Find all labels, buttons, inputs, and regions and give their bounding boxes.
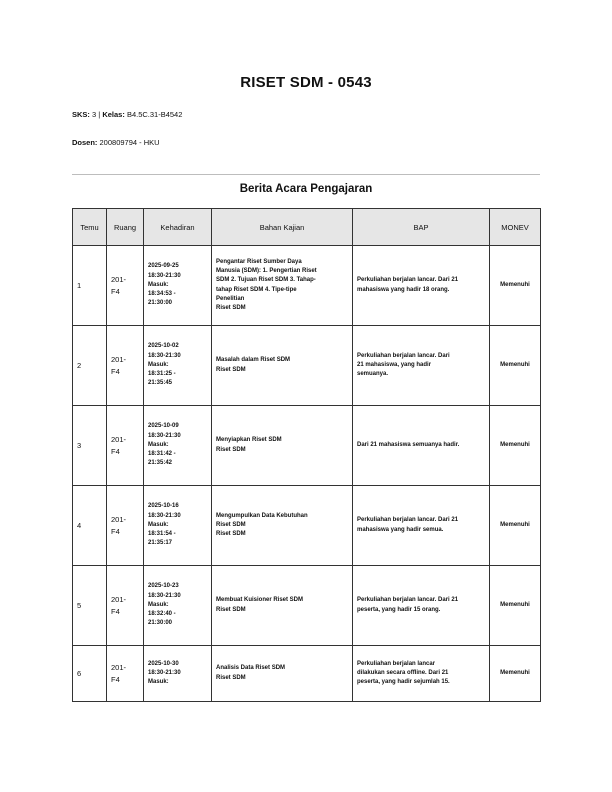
table-body <box>73 246 541 702</box>
cell-temu: 2 <box>73 326 107 406</box>
ruang-line: 201- <box>111 354 127 364</box>
cell-ruang <box>107 246 144 326</box>
cell-bahan-kajian <box>212 246 353 326</box>
kelas-value: B4.5C.31-B4542 <box>126 110 183 119</box>
kehadiran-line: 2025-10-23 <box>148 583 179 590</box>
bahan-line: Riset SDM <box>216 674 246 681</box>
kehadiran-line: 2025-10-16 <box>148 503 179 510</box>
cell-bap <box>353 326 490 406</box>
table-row <box>73 246 541 326</box>
kehadiran-line: 2025-09-25 <box>148 263 179 270</box>
cell-bahan-kajian <box>212 326 353 406</box>
info-separator: | <box>98 110 101 119</box>
kehadiran-line: 2025-10-30 <box>148 660 179 667</box>
cell-kehadiran <box>144 406 212 486</box>
ruang-line: 201- <box>111 594 127 604</box>
bahan-line: Masalah dalam Riset SDM <box>216 357 291 364</box>
bahan-line: Riset SDM <box>216 446 246 453</box>
ruang-line: 201- <box>111 434 127 444</box>
header-kehadiran: Kehadiran <box>144 209 212 246</box>
bap-line: Perkuliahan berjalan lancar. Dari <box>357 352 450 359</box>
kehadiran-line: 18:34:53 - <box>148 291 176 298</box>
cell-temu: 5 <box>73 566 107 646</box>
dosen-label: Dosen: <box>72 138 98 147</box>
section-title: Berita Acara Pengajaran <box>239 183 373 195</box>
bap-line: mahasiswa yang hadir 18 orang. <box>357 286 450 293</box>
bahan-line: Membuat Kuisioner Riset SDM <box>216 597 304 604</box>
table-row <box>73 326 541 406</box>
kehadiran-line: 18:32:40 - <box>148 611 176 618</box>
cell-kehadiran <box>144 566 212 646</box>
cell-monev: Memenuhi <box>490 406 541 486</box>
bap-line: peserta, yang hadir sejumlah 15. <box>357 679 450 686</box>
kehadiran-line: 21:35:17 <box>148 540 173 547</box>
sks-value: 3 <box>92 110 97 119</box>
table-row <box>73 486 541 566</box>
bap-line: 21 mahasiswa, yang hadir <box>357 361 432 368</box>
cell-monev: Memenuhi <box>490 326 541 406</box>
bahan-line: Riset SDM <box>216 606 246 613</box>
bahan-line: Riset SDM <box>216 366 246 373</box>
cell-ruang <box>107 486 144 566</box>
bap-line: Perkuliahan berjalan lancar. Dari 21 <box>357 597 459 604</box>
cell-temu: 4 <box>73 486 107 566</box>
header-ruang: Ruang <box>107 209 144 246</box>
ruang-line: F4 <box>111 526 120 536</box>
cell-ruang <box>107 566 144 646</box>
cell-bap <box>353 406 490 486</box>
page-title: RISET SDM - 0543 <box>240 74 372 91</box>
kehadiran-line: 2025-10-09 <box>148 423 179 430</box>
bap-line: mahasiswa yang hadir semua. <box>357 526 444 533</box>
kehadiran-line: Masuk: <box>148 679 169 686</box>
kehadiran-line: 18:30-21:30 <box>148 512 181 519</box>
cell-kehadiran <box>144 646 212 702</box>
kehadiran-line: 18:30-21:30 <box>148 669 181 676</box>
kehadiran-line: 18:31:25 - <box>148 371 176 378</box>
header-bap: BAP <box>353 209 490 246</box>
cell-monev: Memenuhi <box>490 566 541 646</box>
cell-bap <box>353 486 490 566</box>
ruang-line: 201- <box>111 662 127 672</box>
cell-bahan-kajian <box>212 406 353 486</box>
cell-kehadiran <box>144 486 212 566</box>
table-row <box>73 566 541 646</box>
table-header-row <box>73 209 541 246</box>
bap-line: Perkuliahan berjalan lancar <box>357 660 436 667</box>
kehadiran-line: Masuk: <box>148 281 169 288</box>
cell-bahan-kajian <box>212 646 353 702</box>
section-divider <box>72 174 540 175</box>
cell-bahan-kajian <box>212 566 353 646</box>
bahan-line: Penelitian <box>216 295 245 302</box>
ruang-line: F4 <box>111 446 120 456</box>
table-row <box>73 406 541 486</box>
kehadiran-line: Masuk: <box>148 441 169 448</box>
kehadiran-line: Masuk: <box>148 601 169 608</box>
bap-line: Perkuliahan berjalan lancar. Dari 21 <box>357 517 459 524</box>
kehadiran-line: 18:30-21:30 <box>148 432 181 439</box>
kehadiran-line: 18:30-21:30 <box>148 592 181 599</box>
table-row <box>73 646 541 702</box>
bap-line: dilakukan secara offline. Dari 21 <box>357 669 449 676</box>
teaching-report-table <box>72 208 541 702</box>
kehadiran-line: 18:31:42 - <box>148 451 176 458</box>
ruang-line: F4 <box>111 674 120 684</box>
cell-bahan-kajian <box>212 486 353 566</box>
kehadiran-line: Masuk: <box>148 361 169 368</box>
bap-line: peserta, yang hadir 15 orang. <box>357 606 441 613</box>
kehadiran-line: 2025-10-02 <box>148 343 179 350</box>
cell-temu: 1 <box>73 246 107 326</box>
cell-monev: Memenuhi <box>490 646 541 702</box>
lecturer-info <box>72 138 160 147</box>
ruang-line: F4 <box>111 606 120 616</box>
cell-temu: 6 <box>73 646 107 702</box>
bap-line: Perkuliahan berjalan lancar. Dari 21 <box>357 277 459 284</box>
ruang-line: F4 <box>111 366 120 376</box>
bahan-line: Pengantar Riset Sumber Daya <box>216 258 302 265</box>
ruang-line: 201- <box>111 274 127 284</box>
bap-line: semuanya. <box>357 371 389 378</box>
bap-line: Dari 21 mahasiswa semuanya hadir. <box>357 441 460 448</box>
header-bahan-kajian: Bahan Kajian <box>212 209 353 246</box>
header-monev: MONEV <box>490 209 541 246</box>
cell-bap <box>353 566 490 646</box>
cell-monev: Memenuhi <box>490 486 541 566</box>
cell-temu: 3 <box>73 406 107 486</box>
bahan-line: Analisis Data Riset SDM <box>216 665 286 672</box>
bahan-line: Mengumpulkan Data Kebutuhan <box>216 512 308 519</box>
bahan-line: Menyiapkan Riset SDM <box>216 437 282 444</box>
header-temu: Temu <box>73 209 107 246</box>
cell-kehadiran <box>144 326 212 406</box>
kehadiran-line: Masuk: <box>148 521 169 528</box>
cell-kehadiran <box>144 246 212 326</box>
dosen-value: 200809794 - HKU <box>99 138 160 147</box>
kehadiran-line: 18:30-21:30 <box>148 272 181 279</box>
cell-bap <box>353 246 490 326</box>
kehadiran-line: 18:30-21:30 <box>148 352 181 359</box>
cell-ruang <box>107 326 144 406</box>
kehadiran-line: 21:35:42 <box>148 460 173 467</box>
kehadiran-line: 21:30:00 <box>148 300 173 307</box>
cell-ruang <box>107 646 144 702</box>
course-info <box>72 110 182 119</box>
cell-bap <box>353 646 490 702</box>
bahan-line: Riset SDM <box>216 305 246 312</box>
bahan-line: Manusia (SDM): 1. Pengertian Riset <box>216 267 317 274</box>
ruang-line: 201- <box>111 514 127 524</box>
ruang-line: F4 <box>111 286 120 296</box>
bahan-line: Riset SDM <box>216 531 246 538</box>
sks-label: SKS: <box>72 110 90 119</box>
kehadiran-line: 18:31:54 - <box>148 531 176 538</box>
cell-ruang <box>107 406 144 486</box>
bahan-line: tahap Riset SDM 4. Tipe-tipe <box>216 286 297 293</box>
bahan-line: Riset SDM <box>216 521 246 528</box>
kehadiran-line: 21:35:45 <box>148 380 173 387</box>
cell-monev: Memenuhi <box>490 246 541 326</box>
bahan-line: SDM 2. Tujuan Riset SDM 3. Tahap- <box>216 277 316 284</box>
kehadiran-line: 21:30:00 <box>148 620 173 627</box>
kelas-label: Kelas: <box>102 110 125 119</box>
